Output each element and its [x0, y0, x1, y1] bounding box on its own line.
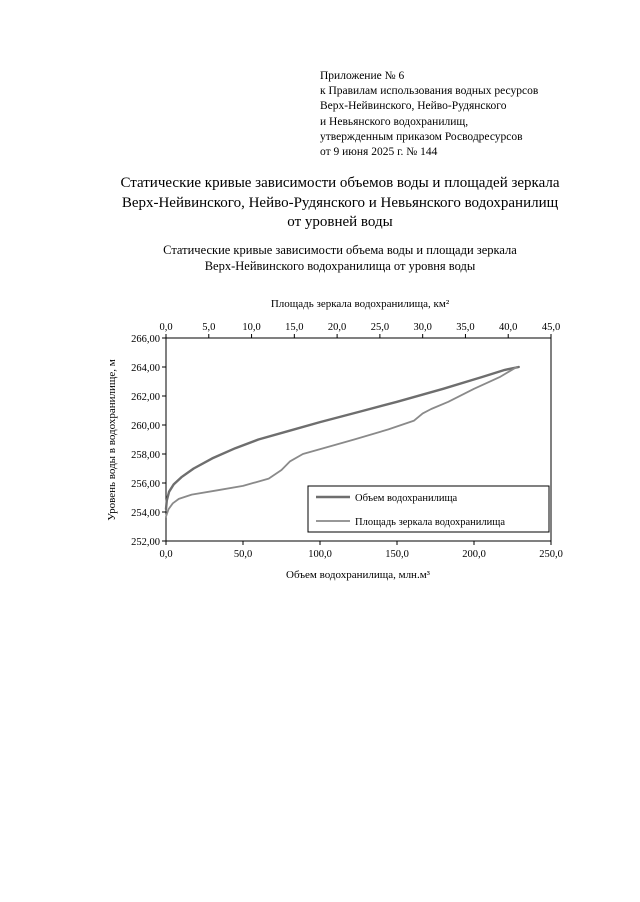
- y-tick-label: 264,00: [131, 363, 160, 374]
- top-tick-label: 45,0: [541, 322, 561, 333]
- appendix-line: утвержденным приказом Росводресурсов: [320, 130, 523, 143]
- appendix-line: Верх-Нейвинского, Нейво-Рудянского: [320, 100, 507, 113]
- bottom-axis-title: Объем водохранилища, млн.м³: [286, 569, 430, 581]
- y-tick-label: 256,00: [131, 479, 160, 490]
- top-tick-label: 15,0: [285, 322, 304, 333]
- top-tick-label: 40,0: [499, 322, 518, 333]
- top-tick-label: 10,0: [242, 322, 261, 333]
- bottom-tick-label: 150,0: [385, 549, 409, 560]
- appendix-line: от 9 июня 2025 г. № 144: [320, 146, 438, 159]
- top-axis: [159, 322, 560, 338]
- legend: [308, 486, 549, 532]
- top-tick-label: 5,0: [202, 322, 216, 333]
- chart-title-line: Статические кривые зависимости объема воды и площади зеркала: [163, 243, 517, 257]
- y-tick-label: 258,00: [131, 450, 160, 461]
- y-axis-title: Уровень воды в водохранилище, м: [106, 359, 118, 521]
- bottom-axis: [159, 541, 562, 560]
- bottom-tick-label: 50,0: [233, 549, 253, 560]
- top-tick-label: 30,0: [413, 322, 432, 333]
- y-tick-label: 260,00: [131, 421, 160, 432]
- title-line: Верх-Нейвинского, Нейво-Рудянского и Невьянского водохранилищ: [121, 194, 559, 211]
- top-tick-label: 20,0: [327, 322, 347, 333]
- y-tick-label: 262,00: [131, 392, 160, 403]
- legend-label-volume: Объем водохранилища: [355, 493, 458, 504]
- top-axis-title: Площадь зеркала водохранилища, км²: [270, 298, 450, 310]
- appendix-line: и Невьянского водохранилищ,: [320, 115, 469, 128]
- bottom-tick-label: 100,0: [308, 549, 332, 560]
- top-tick-label: 35,0: [456, 322, 475, 333]
- y-tick-label: 254,00: [131, 508, 160, 519]
- appendix-line: к Правилам использования водных ресурсов: [320, 85, 539, 98]
- chart-title-line: Верх-Нейвинского водохранилища от уровня воды: [204, 258, 476, 273]
- top-tick-label: 0,0: [159, 322, 173, 333]
- title-line: Статические кривые зависимости объемов воды и площадей зеркала: [120, 175, 560, 191]
- left-axis: [131, 334, 166, 548]
- y-tick-label: 266,00: [131, 334, 160, 345]
- top-tick-label: 25,0: [370, 322, 390, 333]
- title-line: от уровней воды: [287, 214, 393, 230]
- appendix-line: Приложение № 6: [320, 70, 405, 82]
- legend-label-area: Площадь зеркала водохранилища: [355, 517, 506, 528]
- bottom-tick-label: 200,0: [462, 549, 486, 560]
- bottom-tick-label: 0,0: [159, 549, 173, 560]
- y-tick-label: 252,00: [131, 537, 160, 548]
- bottom-tick-label: 250,0: [539, 549, 563, 560]
